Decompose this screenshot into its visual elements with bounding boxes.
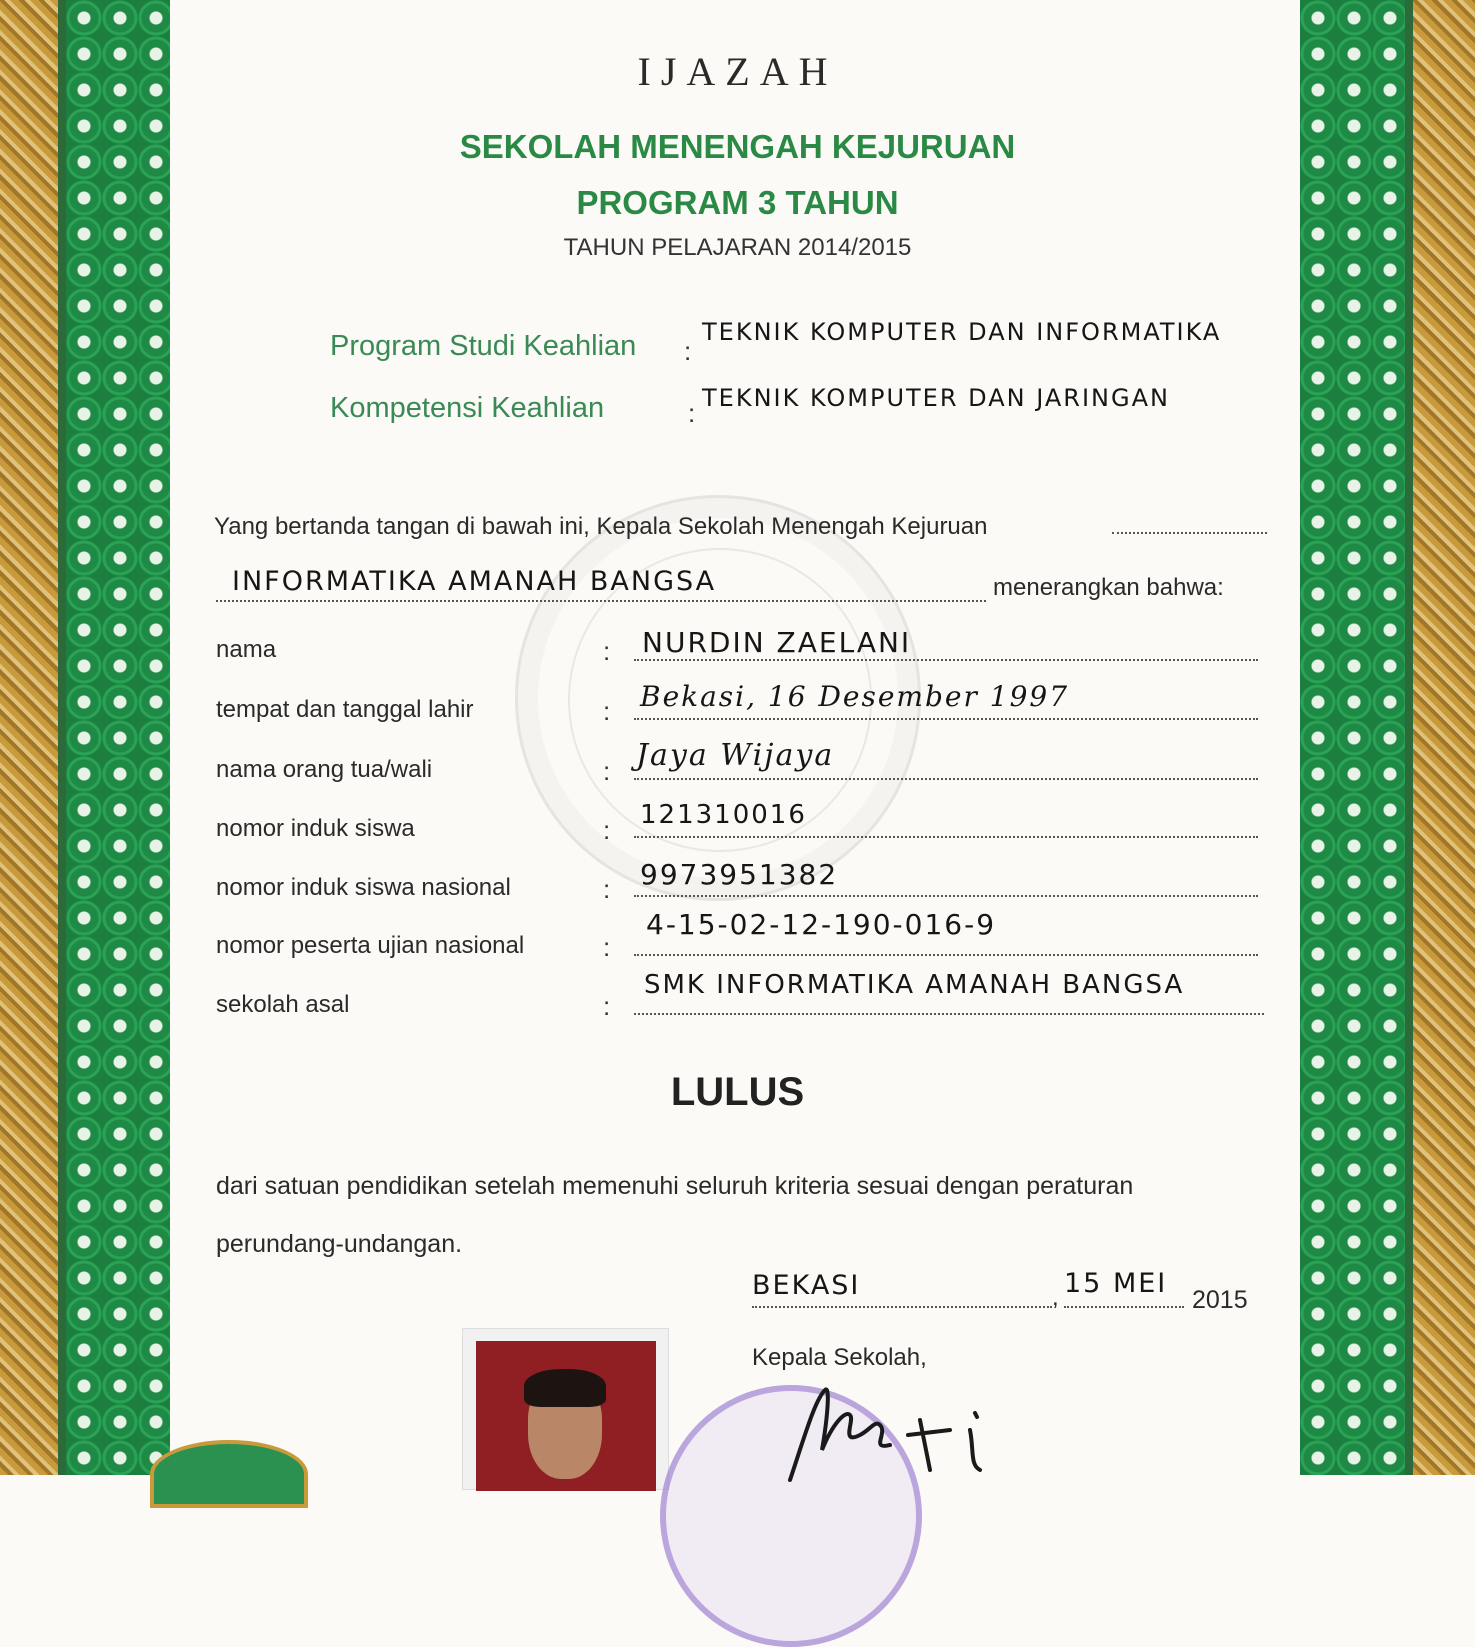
result-status: LULUS [670, 1070, 805, 1114]
field-value-birth: Bekasi, 16 Desember 1997 [640, 680, 1070, 713]
field-label-origin-school: sekolah asal [216, 991, 350, 1018]
closing-line-1: dari satuan pendidikan setelah memenuhi seluruh kriteria sesuai dengan peraturan [216, 1172, 1134, 1200]
bottom-ornament [150, 1440, 308, 1508]
statement-declares: menerangkan bahwa: [993, 574, 1224, 601]
field-label-parent: nama orang tua/wali [216, 756, 433, 783]
field-label-nama: nama [216, 636, 277, 663]
field-value-nama: NURDIN ZAELANI [642, 626, 912, 659]
field-label-nisn: nomor induk siswa nasional [216, 874, 511, 901]
signing-year: 2015 [1192, 1286, 1248, 1314]
academic-year: TAHUN PELAJARAN 2014/2015 [563, 234, 912, 261]
field-value-origin-school: SMK INFORMATIKA AMANAH BANGSA [644, 970, 1185, 1000]
signing-date: 15 MEI [1064, 1268, 1168, 1299]
field-value-nis: 121310016 [640, 800, 807, 830]
program-heading: PROGRAM 3 TAHUN [576, 184, 899, 221]
statement-intro: Yang bertanda tangan di bawah ini, Kepala Sekolah Menengah Kejuruan [214, 513, 988, 540]
field-value-parent: Jaya Wijaya [636, 738, 835, 773]
school-type-heading: SEKOLAH MENENGAH KEJURUAN [459, 128, 1016, 165]
field-label-nis: nomor induk siswa [216, 815, 415, 842]
school-name-handwritten: INFORMATIKA AMANAH BANGSA [232, 566, 717, 597]
field-value-nisn: 9973951382 [640, 858, 839, 891]
student-photo [476, 1341, 656, 1491]
competency-label: Kompetensi Keahlian [330, 392, 605, 424]
principal-role: Kepala Sekolah, [752, 1344, 927, 1371]
document-title: IJAZAH [637, 49, 838, 94]
field-value-exam-number: 4-15-02-12-190-016-9 [646, 908, 997, 941]
program-label: Program Studi Keahlian [330, 330, 637, 362]
closing-line-2: perundang-undangan. [216, 1230, 463, 1258]
student-photo-card [462, 1328, 669, 1490]
principal-signature [770, 1375, 1010, 1485]
signing-place: BEKASI [752, 1270, 861, 1301]
program-value: TEKNIK KOMPUTER DAN INFORMATIKA [702, 318, 1222, 346]
field-label-exam-number: nomor peserta ujian nasional [216, 932, 525, 959]
competency-value: TEKNIK KOMPUTER DAN JARINGAN [702, 384, 1170, 412]
field-label-birth: tempat dan tanggal lahir [216, 696, 474, 723]
